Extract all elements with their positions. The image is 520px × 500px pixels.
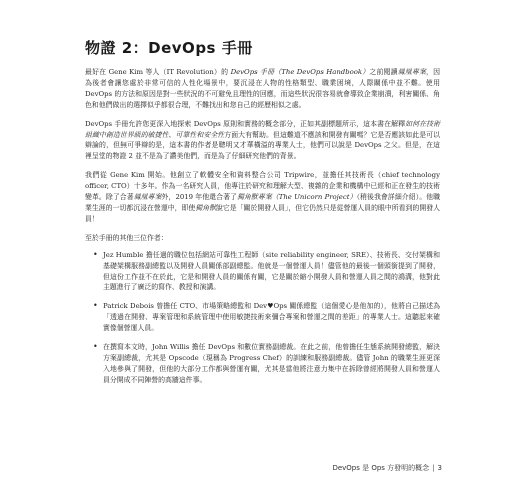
- running-header-chapter: DevOps 是 Ops 方發明的概念: [332, 464, 430, 472]
- paragraph-text: DevOps 手冊允許您更深入地探索 DevOps 原則和實務的概念部分，正如其副標題所示，這本書在解釋: [85, 119, 406, 128]
- page-footer: [262, 463, 442, 473]
- author-list: [85, 250, 440, 386]
- paragraph-text: 說它是「關於開發人員」，但它仍然只是從營運人員的眼中所看到的開發人員！: [85, 203, 441, 223]
- list-intro: 至於手冊的其他三位作者：: [85, 233, 168, 242]
- list-item-text: 在撰寫本文時，John Willis 擔任 DevOps 和數位實務副總裁。在此之前，他曾擔任生態系統開發總監，解決方案副總裁，尤其是 Opscode（現稱為 Progress Chef）的訓練和服務副總裁。儘管 John 的職業生涯更深入地參與了開發，但他的大部分工作都與營運有關，尤其是當他將注意力集中在拆除曾經將開發人員和營運人員分開成不同陣營的高牆這件事。: [103, 343, 440, 384]
- page-number: 3: [437, 464, 442, 472]
- page-content: [85, 38, 440, 394]
- paragraph-handbook-concepts: [85, 119, 440, 163]
- paragraph-text: 我們從 Gene Kim 開始。他創立了軟體安全和資料整合公司 Tripwire，並擔任其技術長（chief technology officer, CTO）十多年。作為一名研究人員，他專注於研究和理解大型、複雜的企業和機構中已經和正在發生的技術變革。除了合著: [85, 171, 440, 202]
- list-item-text: Patrick Debois 曾擔任 CTO、市場策略總監和 Dev: [103, 302, 268, 311]
- bullet-icon: •: [93, 249, 98, 259]
- book-title-unicorn-project: 獨角獸專案（The Unicorn Project）: [237, 193, 357, 202]
- paragraph-gene-kim: [85, 170, 440, 225]
- footer-separator: |: [432, 464, 435, 472]
- list-item-john-willis: [93, 342, 440, 386]
- list-item-patrick-debois: [93, 301, 440, 334]
- paragraph-text: 最好在 Gene Kim 等人（IT Revolution）的: [85, 68, 231, 76]
- book-title-phoenix-project: 鳳凰專案: [133, 193, 162, 202]
- section-title: 物證 2：DevOps 手冊: [85, 39, 253, 57]
- paragraph-text: 之前閱讀: [369, 68, 398, 76]
- paragraph-text: 外，2019 年他還合著了: [161, 193, 238, 202]
- paragraph-text: ，因為後者會讓您處於非常可信的人性化場景中，要沉浸在人物的性格類型、職業困境，人際關係中並不難。使用 DevOps 的方法和原因是對一些狀況的不可避免且理性的回應，而這些狀況很容易就會導致企業崩潰，利害關係、角色和他們做出的選擇似乎都很合理，不難找出和您自己的經歷相似之處。: [85, 68, 441, 109]
- heart-icon: ♥: [267, 302, 274, 311]
- book-title-devops-handbook: DevOps 手冊（The DevOps Handbook）: [230, 68, 370, 76]
- book-title-phoenix-project: 鳳凰專案: [397, 68, 427, 76]
- paragraph-text: 方面大有幫助。但這難道不應該和開發有關嗎？它是否應該如此是可以辯論的，但無可爭辯的是，這本書的作者是聰明又才華橫溢的專業人士，他們可以說是 DevOps 之父。但是，在這裡呈堂的物證 2 並不是為了讚美他們，而是為了仔細研究他們的背景。: [85, 130, 441, 161]
- paragraph-intro: [85, 67, 440, 111]
- list-item-text: Ops 關係總監（這個愛心是他加的），他將自己描述為「透過在開發、專案管理和系統管理中使用敏捷技術來彌合專案和營運之間的差距」的專業人士。這聽起來確實像個營運人員。: [103, 302, 440, 333]
- subtitle-emphasis: 如何在技術組織中創造世界級的敏捷性、可靠性和安全性: [85, 119, 440, 139]
- bullet-icon: •: [93, 342, 98, 352]
- list-item-jez-humble: [93, 250, 440, 294]
- paragraph-text: （稍後我會詳細介紹）。他職業生涯的一切都沉浸在營運中，即使: [85, 193, 441, 212]
- book-title-unicorn-short: 獨角獸: [195, 203, 216, 212]
- bullet-icon: •: [93, 301, 98, 311]
- list-item-text: Jez Humble 擔任過的職位包括網站可靠性工程師（site reliability engineer, SRE）、技術長、交付架構和基礎架構服務副總監以及開發人員關係部副總監。他就是一個營運人員！儘管他的最後一個頭銜提到了開發，但這份工作並不在於此，它是和開發人員的關係有關，它是關於縮小開發人員和營運人員之間的鴻溝，他對此主題進行了廣泛的寫作、教授和演講。: [103, 250, 440, 292]
